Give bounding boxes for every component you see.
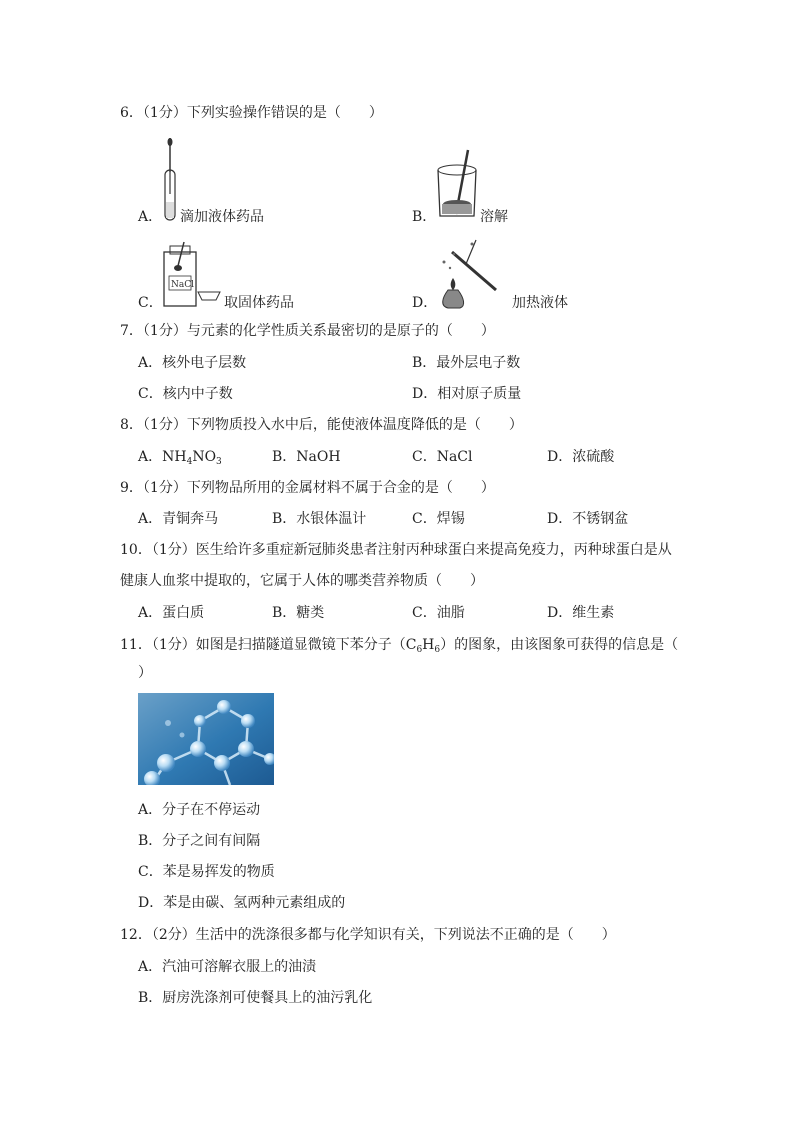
q11-option-a: A．分子在不停运动 — [138, 802, 261, 818]
q10-option-b: B．糖类 — [272, 605, 325, 621]
q6-stem: 6．（1分）下列实验操作错误的是（ ） — [120, 105, 383, 121]
benzene-molecule-image — [138, 693, 274, 785]
q9-option-c: C．焊锡 — [412, 511, 465, 527]
q6-option-b-label: B． — [412, 209, 437, 225]
q11-stem: 11．（1分）如图是扫描隧道显微镜下苯分子$(C_6H_6)$的图象，由该图象可获得的信息是（ — [120, 637, 679, 655]
q12-option-a: A．汽油可溶解衣服上的油渍 — [138, 959, 317, 975]
q8-option-d: D．浓硫酸 — [547, 449, 615, 465]
q6-option-b-text: 溶解 — [480, 209, 508, 225]
q11-option-d: D．苯是由碳、氢两种元素组成的 — [138, 895, 346, 911]
q7-option-b: B．最外层电子数 — [412, 355, 521, 371]
q10-stem-line1: 10．（1分）医生给许多重症新冠肺炎患者注射丙种球蛋白来提高免疫力，丙种球蛋白是从 — [120, 542, 672, 558]
q11-option-c: C．苯是易挥发的物质 — [138, 864, 275, 880]
q10-stem-line2: 健康人血浆中提取的，它属于人体的哪类营养物质（ ） — [120, 573, 484, 589]
q10-option-a: A．蛋白质 — [138, 605, 205, 621]
q6-option-d-label: D． — [412, 295, 438, 311]
q9-option-b: B．水银体温计 — [272, 511, 367, 527]
q9-option-a: A．青铜奔马 — [138, 511, 219, 527]
nacl-label: NaCl — [171, 280, 195, 290]
beaker-stirring-figure — [432, 148, 480, 222]
q11-stem-line2: ） — [138, 665, 152, 681]
q8-option-a: A．$NH_4NO_3$ — [138, 449, 222, 467]
q10-option-d: D．维生素 — [547, 605, 615, 621]
nacl-bottle-figure — [160, 240, 222, 310]
heating-liquid-figure — [432, 234, 512, 312]
q12-stem: 12．（2分）生活中的洗涤很多都与化学知识有关，下列说法不正确的是（ ） — [120, 927, 616, 943]
q6-option-c-text: 取固体药品 — [224, 295, 294, 311]
q12-option-b: B．厨房洗涤剂可使餐具上的油污乳化 — [138, 990, 373, 1006]
q7-stem: 7．（1分）与元素的化学性质关系最密切的是原子的（ ） — [120, 323, 495, 339]
q8-option-c: C．NaCl — [412, 449, 473, 465]
q6-option-d-text: 加热液体 — [512, 295, 568, 311]
q8-stem: 8．（1分）下列物质投入水中后，能使液体温度降低的是（ ） — [120, 417, 523, 433]
q10-option-c: C．油脂 — [412, 605, 465, 621]
q6-option-a-text: 滴加液体药品 — [180, 209, 264, 225]
q9-stem: 9．（1分）下列物品所用的金属材料不属于合金的是（ ） — [120, 480, 495, 496]
q6-option-a-label: A． — [138, 209, 163, 225]
q11-option-b: B．分子之间有间隔 — [138, 833, 261, 849]
q7-option-c: C．核内中子数 — [138, 386, 233, 402]
q9-option-d: D．不锈钢盆 — [547, 511, 629, 527]
q7-option-a: A．核外电子层数 — [138, 355, 247, 371]
q7-option-d: D．相对原子质量 — [412, 386, 522, 402]
q8-option-b: B．NaOH — [272, 449, 341, 465]
q6-option-c-label: C． — [138, 295, 163, 311]
